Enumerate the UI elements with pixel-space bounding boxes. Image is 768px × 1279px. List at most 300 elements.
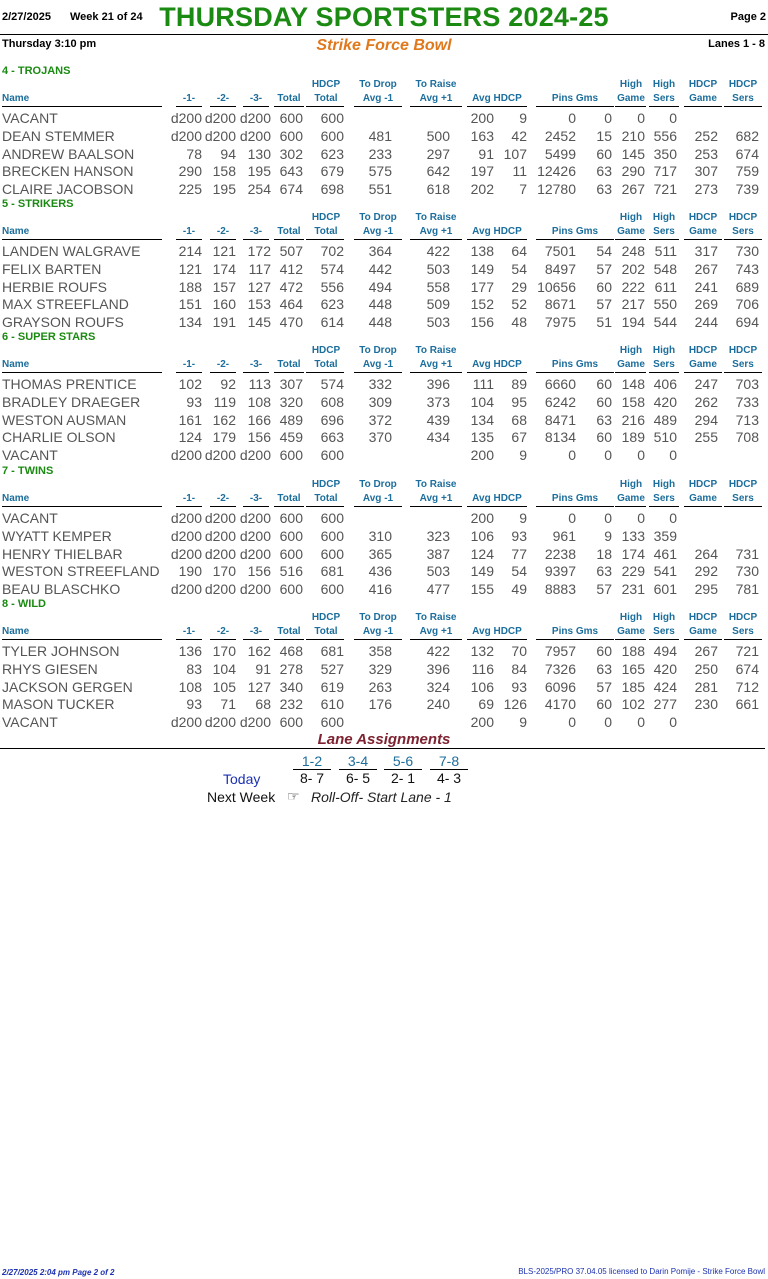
cell-g1: d200 (170, 714, 202, 731)
team-block (0, 598, 768, 731)
cell-g3: 127 (247, 678, 271, 695)
player-row (0, 562, 768, 580)
cell-g1: d200 (170, 545, 202, 562)
cell-to-raise: 297 (426, 145, 450, 162)
header-underline (410, 372, 462, 373)
player-row (0, 509, 768, 527)
cell-hdcp: 70 (511, 643, 527, 659)
team-name: 5 - STRIKERS (2, 198, 74, 210)
cell-total: 600 (279, 545, 303, 562)
column-header: -3- (249, 226, 263, 237)
cell-g2: d200 (204, 127, 236, 144)
column-header: Avg -1 (362, 493, 394, 504)
cell-avg: 202 (470, 181, 494, 198)
header-underline (274, 239, 304, 240)
header-underline (210, 506, 236, 507)
cell-high-game: 229 (621, 563, 645, 580)
cell-g2: 71 (220, 696, 236, 713)
header-underline (724, 506, 762, 507)
cell-high-sers: 359 (653, 527, 677, 544)
cell-hdcp-game: 273 (694, 181, 718, 198)
column-header: Avg -1 (362, 359, 394, 370)
lane-pair-header: 1-2 (301, 753, 323, 769)
cell-to-drop: 575 (368, 163, 392, 180)
cell-name: RHYS GIESEN (2, 660, 98, 677)
column-header: -2- (216, 226, 230, 237)
header-underline (176, 506, 202, 507)
cell-hdcp: 54 (511, 563, 527, 580)
column-header: Total (314, 93, 338, 104)
cell-g1: d200 (170, 110, 202, 126)
cell-avg: 116 (471, 660, 494, 677)
header-underline (2, 106, 162, 107)
cell-hdcp: 42 (511, 127, 527, 144)
column-header: HDCP (728, 345, 758, 356)
column-header: Sers (732, 493, 754, 504)
cell-avg: 200 (470, 447, 494, 464)
header-underline (724, 372, 762, 373)
column-header: To Raise (415, 345, 457, 356)
header-underline (615, 372, 646, 373)
header-underline (306, 506, 344, 507)
cell-g3: 108 (247, 393, 271, 410)
cell-hdcp-total: 600 (320, 127, 344, 144)
cell-g3: 130 (247, 145, 271, 162)
header-underline (724, 639, 762, 640)
cell-high-game: 102 (621, 696, 645, 713)
cell-hdcp-game: 267 (694, 643, 718, 659)
cell-hdcp-game: 253 (694, 145, 718, 162)
column-header: Total (277, 359, 301, 370)
cell-name: GRAYSON ROUFS (2, 314, 124, 331)
cell-name: MAX STREEFLAND (2, 296, 129, 313)
cell-gms: 60 (596, 278, 612, 295)
column-header: Sers (732, 626, 754, 637)
cell-gms: 57 (596, 260, 612, 277)
cell-hdcp-sers: 712 (735, 678, 759, 695)
cell-to-drop: 329 (368, 660, 392, 677)
cell-gms: 63 (596, 181, 612, 198)
cell-gms: 60 (596, 696, 612, 713)
cell-g1: d200 (170, 581, 202, 598)
cell-g1: d200 (170, 127, 202, 144)
header-underline (410, 639, 462, 640)
player-row (0, 295, 768, 313)
cell-g3: 113 (248, 376, 271, 392)
column-header: High (619, 612, 643, 623)
cell-hdcp-sers: 689 (735, 278, 759, 295)
cell-g1: d200 (170, 527, 202, 544)
column-header: -1- (182, 93, 196, 104)
header-underline (274, 506, 304, 507)
cell-high-game: 0 (637, 510, 645, 526)
header-underline (684, 506, 722, 507)
column-header: To Raise (415, 79, 457, 90)
column-header: -1- (182, 226, 196, 237)
cell-avg: 69 (478, 696, 494, 713)
column-header: Game (617, 226, 645, 237)
team-block (0, 198, 768, 331)
cell-hdcp-sers: 781 (735, 581, 759, 598)
cell-gms: 0 (604, 110, 612, 126)
header-underline (649, 239, 679, 240)
cell-hdcp: 126 (503, 696, 527, 713)
cell-hdcp-game: 294 (694, 411, 718, 428)
cell-pins: 7957 (544, 643, 576, 659)
cell-gms: 0 (604, 510, 612, 526)
column-header: Sers (653, 226, 675, 237)
cell-g2: d200 (204, 510, 236, 526)
cell-hdcp-game: 247 (694, 376, 718, 392)
footer-license: BLS-2025/PRO 37.04.05 licensed to Darin Pomije - Strike Force Bowl (518, 1267, 765, 1276)
cell-hdcp-total: 681 (320, 643, 344, 659)
cell-high-game: 0 (637, 714, 645, 731)
cell-to-drop: 364 (368, 243, 392, 259)
cell-g3: d200 (239, 510, 271, 526)
cell-g2: 94 (220, 145, 236, 162)
cell-gms: 51 (596, 314, 612, 331)
column-header: HDCP (311, 345, 341, 356)
cell-high-game: 216 (621, 411, 645, 428)
cell-to-raise: 373 (426, 393, 450, 410)
cell-high-sers: 721 (653, 181, 677, 198)
cell-g1: 108 (178, 678, 202, 695)
cell-g3: 172 (247, 243, 271, 259)
cell-to-raise: 323 (426, 527, 450, 544)
cell-g1: 188 (178, 278, 202, 295)
header-underline (649, 106, 679, 107)
cell-g2: 174 (212, 260, 236, 277)
cell-pins: 7326 (544, 660, 576, 677)
column-header: Total (277, 226, 301, 237)
cell-hdcp-total: 556 (320, 278, 344, 295)
column-header: Total (314, 626, 338, 637)
column-header: HDCP (728, 212, 758, 223)
cell-name: HENRY THIELBAR (2, 545, 123, 562)
cell-avg: 177 (470, 278, 494, 295)
cell-total: 464 (279, 296, 303, 313)
cell-hdcp-game: 241 (694, 278, 718, 295)
cell-to-raise: 500 (426, 127, 450, 144)
column-header: Name (2, 93, 30, 104)
cell-g1: d200 (170, 510, 202, 526)
player-row (0, 180, 768, 198)
cell-hdcp: 9 (519, 510, 527, 526)
column-header: High (652, 345, 676, 356)
team-name: 7 - TWINS (2, 465, 54, 477)
cell-to-drop: 309 (368, 393, 392, 410)
cell-g1: 124 (178, 429, 202, 446)
cell-hdcp-game: 250 (694, 660, 718, 677)
cell-name: CLAIRE JACOBSON (2, 181, 134, 198)
cell-gms: 54 (596, 243, 612, 259)
cell-high-sers: 489 (653, 411, 677, 428)
cell-pins: 6096 (544, 678, 576, 695)
column-header: Avg +1 (419, 226, 453, 237)
cell-total: 600 (279, 714, 303, 731)
header-underline (467, 506, 527, 507)
cell-to-raise: 422 (426, 643, 450, 659)
column-header: Avg +1 (419, 93, 453, 104)
cell-gms: 60 (596, 376, 612, 392)
cell-gms: 18 (596, 545, 612, 562)
cell-hdcp: 9 (519, 447, 527, 464)
column-header: HDCP (311, 212, 341, 223)
pointing-hand-icon: ☞ (287, 788, 300, 804)
cell-gms: 57 (596, 581, 612, 598)
column-header: Sers (653, 359, 675, 370)
cell-name: WESTON AUSMAN (2, 411, 127, 428)
column-header: -2- (216, 493, 230, 504)
column-header: -3- (249, 493, 263, 504)
column-header: -3- (249, 93, 263, 104)
column-header: Avg HDCP (472, 626, 522, 637)
cell-total: 320 (279, 393, 303, 410)
header-underline (615, 506, 646, 507)
header-underline (649, 372, 679, 373)
cell-gms: 60 (596, 429, 612, 446)
cell-gms: 60 (596, 145, 612, 162)
header-underline (2, 639, 162, 640)
cell-g3: 254 (247, 181, 271, 198)
team-block (0, 65, 768, 198)
page-header (0, 0, 768, 35)
column-header: -1- (182, 493, 196, 504)
header-underline (354, 372, 402, 373)
cell-name: LANDEN WALGRAVE (2, 243, 141, 259)
column-header: High (652, 612, 676, 623)
league-title: THURSDAY SPORTSTERS 2024-25 (159, 2, 609, 32)
column-header: HDCP (311, 479, 341, 490)
cell-g1: 136 (178, 643, 202, 659)
column-header: HDCP (688, 345, 718, 356)
cell-to-drop: 448 (368, 314, 392, 331)
column-header: Sers (732, 226, 754, 237)
cell-g2: 162 (212, 411, 236, 428)
cell-name: JACKSON GERGEN (2, 678, 133, 695)
cell-hdcp-total: 574 (320, 376, 344, 392)
column-header: Pins Gms (551, 226, 599, 237)
player-row (0, 260, 768, 278)
column-header: Sers (653, 93, 675, 104)
column-header: Avg -1 (362, 226, 394, 237)
cell-avg: 106 (470, 527, 494, 544)
cell-avg: 149 (470, 260, 494, 277)
cell-high-game: 202 (621, 260, 645, 277)
cell-g2: 121 (212, 243, 236, 259)
column-header: Name (2, 493, 30, 504)
cell-total: 340 (279, 678, 303, 695)
player-row (0, 145, 768, 163)
header-underline (649, 639, 679, 640)
cell-hdcp: 93 (511, 678, 527, 695)
cell-high-sers: 406 (653, 376, 677, 392)
cell-high-sers: 556 (653, 127, 677, 144)
column-header: Game (617, 359, 645, 370)
cell-pins: 4170 (544, 696, 576, 713)
column-header: Avg HDCP (472, 93, 522, 104)
header-underline (354, 239, 402, 240)
header-underline (536, 239, 614, 240)
column-header: Pins Gms (551, 626, 599, 637)
column-header: High (652, 79, 676, 90)
cell-gms: 63 (596, 163, 612, 180)
cell-high-game: 165 (621, 660, 645, 677)
cell-high-sers: 494 (653, 643, 677, 659)
cell-hdcp: 67 (511, 429, 527, 446)
cell-avg: 155 (470, 581, 494, 598)
cell-g2: d200 (204, 545, 236, 562)
cell-high-sers: 350 (653, 145, 677, 162)
cell-g1: 161 (178, 411, 202, 428)
header-underline (274, 639, 304, 640)
cell-high-sers: 511 (654, 243, 677, 259)
header-underline (306, 639, 344, 640)
player-row (0, 713, 768, 731)
cell-pins: 12780 (537, 181, 576, 198)
cell-total: 278 (279, 660, 303, 677)
cell-g2: 158 (212, 163, 236, 180)
column-header: HDCP (311, 79, 341, 90)
cell-g2: 191 (212, 314, 236, 331)
cell-pins: 0 (568, 110, 576, 126)
cell-high-game: 185 (621, 678, 645, 695)
cell-high-sers: 544 (653, 314, 677, 331)
team-name: 8 - WILD (2, 598, 46, 610)
column-header: Total (314, 226, 338, 237)
cell-to-drop: 233 (368, 145, 392, 162)
header-underline (243, 372, 269, 373)
cell-total: 232 (279, 696, 303, 713)
cell-high-sers: 717 (653, 163, 677, 180)
header-underline (176, 639, 202, 640)
cell-avg: 138 (470, 243, 494, 259)
cell-hdcp: 64 (511, 243, 527, 259)
cell-gms: 63 (596, 563, 612, 580)
cell-g1: 83 (186, 660, 202, 677)
cell-gms: 57 (596, 296, 612, 313)
cell-high-sers: 601 (653, 581, 677, 598)
header-underline (274, 106, 304, 107)
cell-g3: 153 (247, 296, 271, 313)
header-underline (354, 506, 402, 507)
cell-hdcp-sers: 703 (735, 376, 759, 392)
cell-name: WYATT KEMPER (2, 527, 112, 544)
cell-hdcp: 52 (511, 296, 527, 313)
player-row (0, 109, 768, 127)
header-underline (615, 106, 646, 107)
cell-hdcp-total: 600 (320, 545, 344, 562)
player-row (0, 580, 768, 598)
cell-g3: d200 (239, 527, 271, 544)
cell-name: BRADLEY DRAEGER (2, 393, 141, 410)
cell-hdcp: 29 (511, 278, 527, 295)
cell-name: CHARLIE OLSON (2, 429, 116, 446)
lane-matchup: 4- 3 (436, 770, 462, 786)
cell-name: FELIX BARTEN (2, 260, 102, 277)
cell-to-drop: 372 (368, 411, 392, 428)
column-header: Pins Gms (551, 493, 599, 504)
column-header: Game (617, 493, 645, 504)
cell-g2: d200 (204, 110, 236, 126)
cell-hdcp: 107 (503, 145, 527, 162)
column-header: Avg +1 (419, 493, 453, 504)
header-underline (210, 372, 236, 373)
cell-high-sers: 0 (669, 110, 677, 126)
player-row (0, 313, 768, 331)
header-underline (684, 639, 722, 640)
column-header: Game (689, 493, 717, 504)
header-underline (467, 106, 527, 107)
player-row (0, 393, 768, 411)
cell-gms: 0 (604, 447, 612, 464)
cell-pins: 5499 (544, 145, 576, 162)
report-date: 2/27/2025 (2, 11, 51, 23)
cell-g1: 290 (178, 163, 202, 180)
lane-pair-header: 3-4 (347, 753, 369, 769)
team-block (0, 465, 768, 598)
cell-g2: 105 (212, 678, 236, 695)
cell-high-game: 217 (621, 296, 645, 313)
cell-hdcp: 89 (511, 376, 527, 392)
cell-pins: 0 (568, 510, 576, 526)
cell-hdcp: 95 (511, 393, 527, 410)
header-underline (354, 639, 402, 640)
cell-g3: 91 (255, 660, 271, 677)
cell-hdcp-game: 307 (694, 163, 718, 180)
cell-g2: 119 (213, 393, 236, 410)
column-header: HDCP (311, 612, 341, 623)
cell-high-game: 0 (637, 447, 645, 464)
cell-to-drop: 263 (368, 678, 392, 695)
cell-hdcp-total: 600 (320, 527, 344, 544)
column-header: Game (617, 626, 645, 637)
column-header: HDCP (688, 479, 718, 490)
cell-high-game: 158 (621, 393, 645, 410)
cell-hdcp-total: 623 (320, 145, 344, 162)
cell-hdcp: 93 (511, 527, 527, 544)
cell-hdcp-game: 262 (694, 393, 718, 410)
cell-hdcp: 77 (511, 545, 527, 562)
cell-hdcp-sers: 743 (735, 260, 759, 277)
cell-hdcp: 84 (511, 660, 527, 677)
cell-total: 470 (279, 314, 303, 331)
cell-hdcp-total: 619 (320, 678, 344, 695)
cell-g3: d200 (239, 714, 271, 731)
cell-to-raise: 434 (426, 429, 450, 446)
team-name: 4 - TROJANS (2, 65, 71, 77)
cell-hdcp-total: 698 (320, 181, 344, 198)
column-header: -3- (249, 626, 263, 637)
cell-pins: 8471 (544, 411, 576, 428)
cell-high-sers: 0 (669, 510, 677, 526)
cell-high-sers: 510 (653, 429, 677, 446)
cell-g3: d200 (239, 545, 271, 562)
page-number: Page 2 (730, 11, 766, 23)
cell-hdcp-total: 574 (320, 260, 344, 277)
cell-hdcp-total: 623 (320, 296, 344, 313)
cell-to-raise: 558 (426, 278, 450, 295)
player-row (0, 545, 768, 563)
cell-g1: 93 (186, 696, 202, 713)
cell-hdcp-sers: 733 (735, 393, 759, 410)
cell-to-raise: 422 (426, 243, 450, 259)
cell-gms: 9 (604, 527, 612, 544)
cell-to-raise: 396 (426, 660, 450, 677)
player-row (0, 695, 768, 713)
cell-high-sers: 461 (653, 545, 677, 562)
header-underline (2, 506, 162, 507)
